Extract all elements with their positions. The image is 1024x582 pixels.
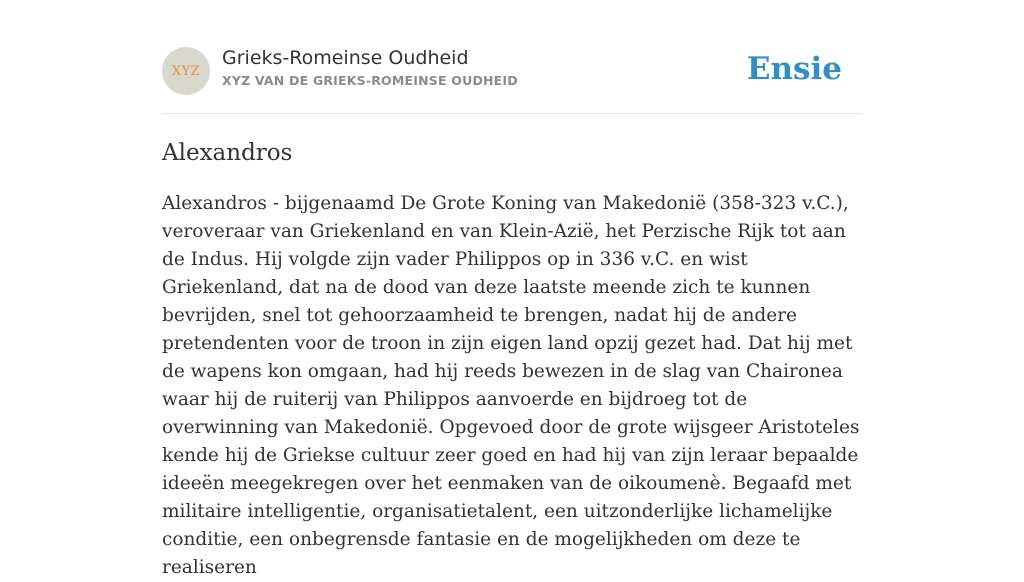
content-container (162, 0, 862, 578)
avatar-text: XYZ (171, 63, 201, 79)
channel-title[interactable]: Grieks-Romeinse Oudheid (222, 47, 469, 69)
entry-title: Alexandros (162, 140, 293, 166)
channel-avatar[interactable] (162, 47, 210, 95)
channel-subtitle[interactable]: XYZ VAN DE GRIEKS-ROMEINSE OUDHEID (222, 73, 518, 88)
brand-logo-link[interactable]: Ensie (746, 51, 842, 87)
channel-info (222, 45, 518, 90)
entry-body: Alexandros - bijgenaamd De Grote Koning van Makedonië (358-323 v.C.), veroveraar van Griekenland en van Klein-Azië, het Perzische Rijk tot aan de Indus. Hij volgde zijn vader Philippos op in 336 v.C. en wist Griekenland, dat na de dood van deze laatste meende zich te kunnen bevrijden, snel tot gehoorzaamheid te brengen, nadat hij de andere pretendenten voor de troon in zijn eigen land opzij gezet had. Dat hij met de wapens kon omgaan, had hij reeds bewezen in de slag van Chaironea waar hij de ruiterij van Philippos aanvoerde en bijdroeg tot de overwinning van Makedonië. Opgevoed door de grote wijsgeer Aristoteles kende hij de Griekse cultuur zeer goed en had hij van zijn leraar bepaalde ideeën meegekregen over het eenmaken van de oikoumenè. Begaafd met militaire intelligentie, organisatietalent, een uitzonderlijke lichamelijke conditie, een onbegrensde fantasie en de mogelijkheden om deze te realiseren (162, 193, 860, 578)
header (162, 0, 862, 114)
